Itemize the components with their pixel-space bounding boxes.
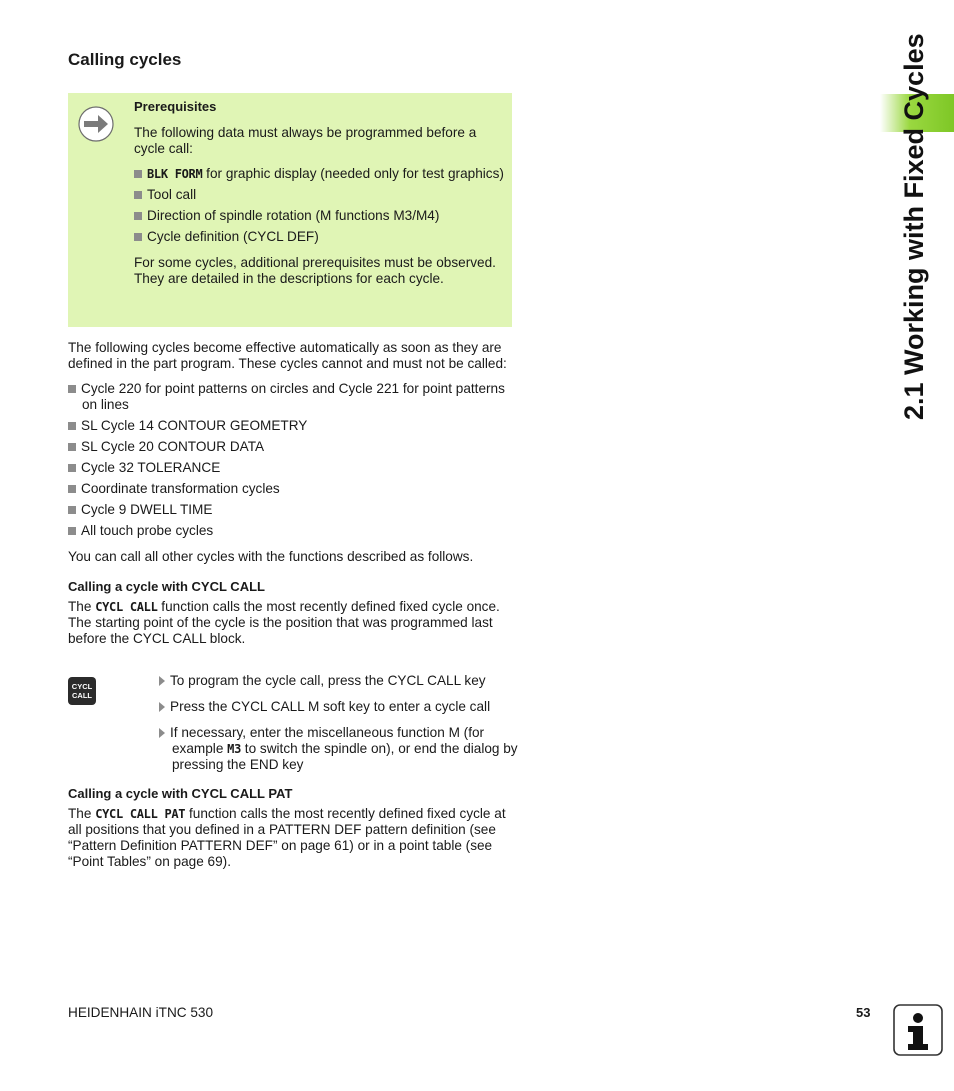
code-text: CYCL CALL — [95, 600, 158, 614]
prerequisites-intro: The following data must always be programmed before a cycle call: — [134, 125, 477, 156]
info-icon — [893, 1004, 943, 1056]
chapter-side-title: 2.1 Working with Fixed Cycles — [899, 33, 929, 420]
cycl-call-description: The CYCL CALL function calls the most recently defined fixed cycle once. The starting point of the cycle is the position that was programmed last before the CYCL CALL block. — [68, 599, 500, 646]
list-item: SL Cycle 14 CONTOUR GEOMETRY — [68, 418, 516, 434]
list-item: BLK FORM for graphic display (needed only for test graphics) — [134, 166, 504, 182]
main-column — [68, 340, 516, 656]
cycl-call-key-icon: CYCL CALL — [68, 677, 96, 705]
section-title: Calling cycles — [68, 50, 182, 69]
list-item: SL Cycle 20 CONTOUR DATA — [68, 439, 516, 455]
prerequisites-content — [134, 99, 504, 287]
cycl-call-pat-heading: Calling a cycle with CYCL CALL PAT — [68, 786, 293, 801]
code-text: CYCL CALL PAT — [95, 807, 186, 821]
prerequisites-heading: Prerequisites — [134, 99, 217, 114]
list-item: Cycle 220 for point patterns on circles and Cycle 221 for point patterns on lines — [68, 381, 516, 413]
list-item: Tool call — [134, 187, 504, 203]
prerequisites-note: For some cycles, additional prerequisites must be observed. They are detailed in the descriptions for each cycle. — [134, 255, 496, 286]
step-item: Press the CYCL CALL M soft key to enter a cycle call — [159, 699, 519, 715]
after-list-text: You can call all other cycles with the functions described as follows. — [68, 549, 474, 564]
page-number: 53 — [856, 1005, 871, 1020]
code-text: BLK FORM — [147, 167, 203, 181]
list-item: Cycle 32 TOLERANCE — [68, 460, 516, 476]
step-item: If necessary, enter the miscellaneous function M (for example M3 to switch the spindle on), or end the dialog by pressing the END key — [159, 725, 519, 773]
cycl-call-pat-description: The CYCL CALL PAT function calls the most recently defined fixed cycle at all positions that you defined in a PATTERN DEF pattern definition (see “Pattern Definition PATTERN DEF” on page 61) or in a point table (see “Point Tables” on page 69). — [68, 806, 506, 869]
list-item: Direction of spindle rotation (M functions M3/M4) — [134, 208, 504, 224]
body-intro: The following cycles become effective automatically as soon as they are defined in the part program. These cycles cannot and must not be called: — [68, 340, 507, 371]
list-item: Cycle 9 DWELL TIME — [68, 502, 516, 518]
arrow-right-icon — [78, 106, 114, 142]
cycl-call-steps — [159, 673, 519, 783]
list-item: Cycle definition (CYCL DEF) — [134, 229, 504, 245]
code-text: M3 — [227, 742, 242, 756]
list-item: Coordinate transformation cycles — [68, 481, 516, 497]
cycl-call-heading: Calling a cycle with CYCL CALL — [68, 579, 265, 594]
list-item: All touch probe cycles — [68, 523, 516, 539]
footer-manual-name: HEIDENHAIN iTNC 530 — [68, 1005, 214, 1020]
step-item: To program the cycle call, press the CYCL CALL key — [159, 673, 519, 689]
cycl-call-pat-section — [68, 786, 516, 879]
